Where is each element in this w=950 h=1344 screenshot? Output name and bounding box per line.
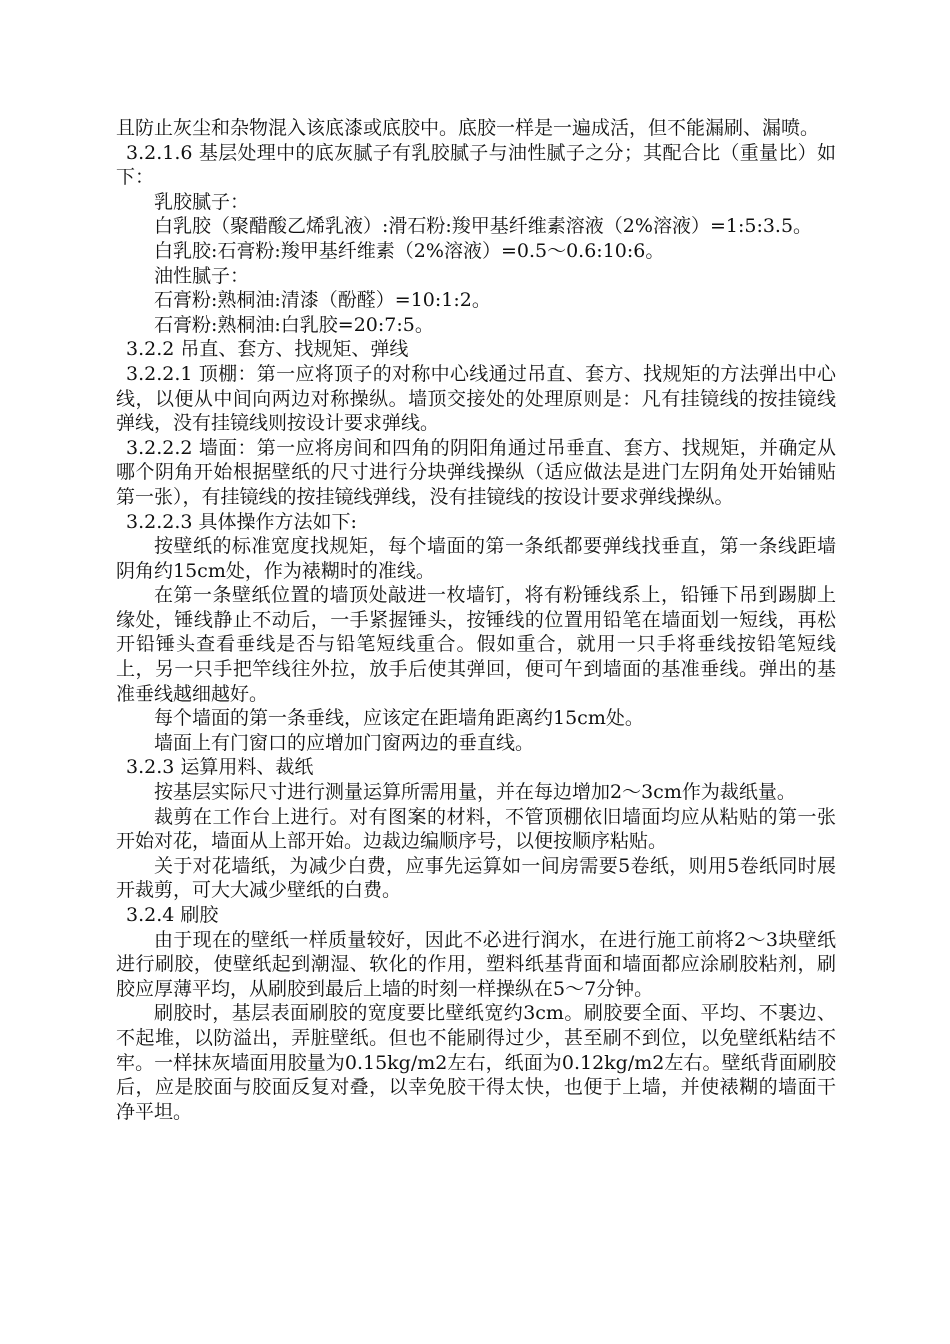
paragraph-continuation: 且防止灰尘和杂物混入该底漆或底胶中。底胶一样是一遍成活，但不能漏刷、漏喷。 bbox=[116, 117, 820, 139]
section-3-2-2-heading: 3.2.2 吊直、套方、找规矩、弹线 bbox=[126, 338, 409, 361]
section-3-2-4-heading: 3.2.4 刷胶 bbox=[126, 904, 219, 926]
paragraph-latex-putty-title: 乳胶腻子： bbox=[154, 190, 250, 213]
paragraph-method-2: 在第一条壁纸位置的墙顶处敲进一枚墙钉，将有粉锤线系上，铅锤下吊到踢脚上缘处，锤线静止不动后，一手紧握锤头，按锤线的位置用铅笔在墙面划一短线，再松开铅锤头查看垂线是否与铅笔短线重合。假如重合，就用一只手将垂线按铅笔短线上，另一只手把竿线往外拉，放手后使其弹回，便可午到墙面的基准垂线。弹出的基准垂线越细越好。 bbox=[116, 584, 836, 705]
paragraph-oil-putty-formula-1: 石膏粉:熟桐油:清漆（酚醛）=10:1:2。 bbox=[154, 289, 491, 312]
paragraph-glue-1: 由于现在的壁纸一样质量较好，因此不必进行润水，在进行施工前将2～3块壁纸进行刷胶，使壁纸起到潮湿、软化的作用，塑料纸基背面和墙面都应涂刷胶粘剂，刷胶应厚薄平均，从刷胶到最后上墙的时刻一样操纵在5～7分钟。 bbox=[116, 928, 836, 1000]
paragraph-latex-putty-formula-1: 白乳胶（聚醋酸乙烯乳液）:滑石粉:羧甲基纤维素溶液（2%溶液）=1:5:3.5。 bbox=[154, 215, 813, 238]
document-page bbox=[116, 116, 836, 1124]
paragraph-oil-putty-title: 油性腻子： bbox=[154, 264, 250, 287]
paragraph-cutting-3: 关于对花墙纸，为减少白费，应事先运算如一间房需要5卷纸，则用5卷纸同时展开裁剪，可大大减少壁纸的白费。 bbox=[116, 854, 836, 902]
paragraph-oil-putty-formula-2: 石膏粉:熟桐油:白乳胶=20:7:5。 bbox=[154, 313, 434, 336]
paragraph-glue-2: 刷胶时，基层表面刷胶的宽度要比壁纸宽约3cm。刷胶要全面、平均、不裹边、不起堆，以防溢出，弄脏壁纸。但也不能刷得过少，甚至刷不到位，以免壁纸粘结不牢。一样抹灰墙面用胶量为0.15kg/m2左右，纸面为0.12kg/m2左右。壁纸背面刷胶后，应是胶面与胶面反复对叠，以幸免胶干得太快，也便于上墙，并使裱糊的墙面干净平坦。 bbox=[116, 1002, 836, 1123]
section-3-2-2-3: 3.2.2.3 具体操作方法如下: bbox=[126, 510, 357, 533]
paragraph-cutting-1: 按基层实际尺寸进行测量运算所需用量，并在每边增加2～3cm作为裁纸量。 bbox=[154, 781, 796, 804]
paragraph-latex-putty-formula-2: 白乳胶:石膏粉:羧甲基纤维素（2%溶液）=0.5～0.6:10:6。 bbox=[154, 239, 665, 262]
section-3-2-2-2: 3.2.2.2 墙面：第一应将房间和四角的阴阳角通过吊垂直、套方、找规矩，并确定从哪个阴角开始根据壁纸的尺寸进行分块弹线操纵（适应做法是进门左阴角处开始铺贴第一张），有挂镜线的按挂镜线弹线，没有挂镜线的按设计要求弹线操纵。 bbox=[116, 436, 836, 508]
paragraph-method-3: 每个墙面的第一条垂线，应该定在距墙角距离约15cm处。 bbox=[154, 707, 644, 730]
paragraph-method-1: 按壁纸的标准宽度找规矩，每个墙面的第一条纸都要弹线找垂直，第一条线距墙阴角约15cm处，作为裱糊时的准线。 bbox=[116, 535, 836, 582]
section-3-2-2-1: 3.2.2.1 顶棚：第一应将顶子的对称中心线通过吊直、套方、找规矩的方法弹出中心线，以便从中间向两边对称操纵。墙顶交接处的处理原则是：凡有挂镜线的按挂镜线弹线，没有挂镜线则按设计要求弹线。 bbox=[116, 362, 836, 435]
section-3-2-3-heading: 3.2.3 运算用料、裁纸 bbox=[126, 756, 314, 779]
section-3-2-1-6: 3.2.1.6 基层处理中的底灰腻子有乳胶腻子与油性腻子之分；其配合比（重量比）如下： bbox=[116, 141, 836, 189]
paragraph-method-4: 墙面上有门窗口的应增加门窗两边的垂直线。 bbox=[154, 731, 535, 754]
paragraph-cutting-2: 裁剪在工作台上进行。对有图案的材料，不管顶棚依旧墙面均应从粘贴的第一张开始对花，墙面从上部开始。边裁边编顺序号，以便按顺序粘贴。 bbox=[116, 805, 836, 853]
